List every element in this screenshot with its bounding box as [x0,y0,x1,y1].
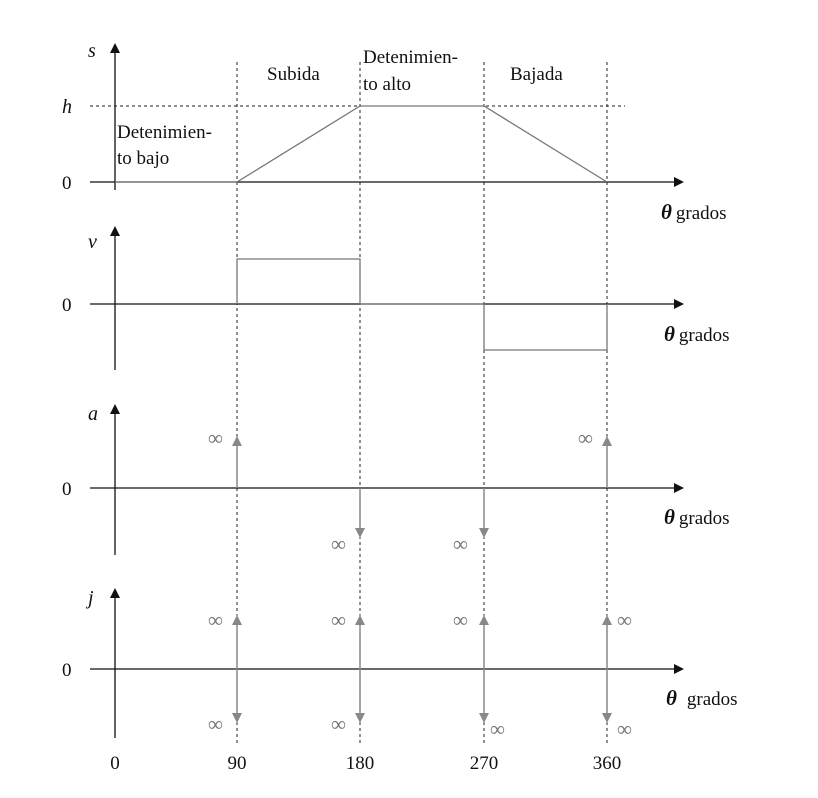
a-axis-label: a [88,403,98,425]
a-x-axis-label: θ grados [664,505,730,529]
j-axis-label: j [88,587,94,609]
panel-j [62,587,738,741]
x-tick-90: 90 [227,753,247,774]
infinity-j-270-bottom: ∞ [490,717,505,741]
v-axis-label: v [88,231,97,253]
infinity-a-360: ∞ [578,426,593,450]
x-tick-360: 360 [592,753,622,774]
displacement-curve [115,106,607,182]
x-tick-labels [110,753,621,774]
phase-label-bajada: Bajada [510,64,563,85]
infinity-a-270: ∞ [453,532,468,556]
s-x-axis-label: θ grados [661,200,727,224]
panel-a [62,403,730,556]
x-tick-0: 0 [110,753,120,774]
panel-s [62,40,727,224]
phase-label-det-alto-2: to alto [363,74,412,95]
phase-label-subida: Subida [267,64,320,85]
x-tick-270: 270 [469,753,499,774]
s-zero-label: 0 [62,173,72,194]
infinity-j-90-bottom: ∞ [208,712,223,736]
x-tick-180: 180 [345,753,375,774]
j-zero-label: 0 [62,660,72,681]
v-zero-label: 0 [62,295,72,316]
infinity-a-90: ∞ [208,426,223,450]
infinity-j-270-top: ∞ [453,608,468,632]
j-x-axis-label: θ grados [666,686,738,710]
phase-label-det-bajo-1: Detenimien- [117,122,212,143]
phase-label-det-bajo-2: to bajo [117,148,170,169]
infinity-j-360-top: ∞ [617,608,632,632]
s-axis-label: s [88,40,96,62]
v-x-axis-label: θ grados [664,322,730,346]
h-level-label: h [62,96,72,118]
phase-guides [237,62,607,745]
infinity-j-360-bottom: ∞ [617,717,632,741]
panel-v [62,228,730,370]
infinity-a-180: ∞ [331,532,346,556]
infinity-j-90-top: ∞ [208,608,223,632]
infinity-j-180-bottom: ∞ [331,712,346,736]
infinity-j-180-top: ∞ [331,608,346,632]
a-zero-label: 0 [62,479,72,500]
phase-label-det-alto-1: Detenimien- [363,47,458,68]
